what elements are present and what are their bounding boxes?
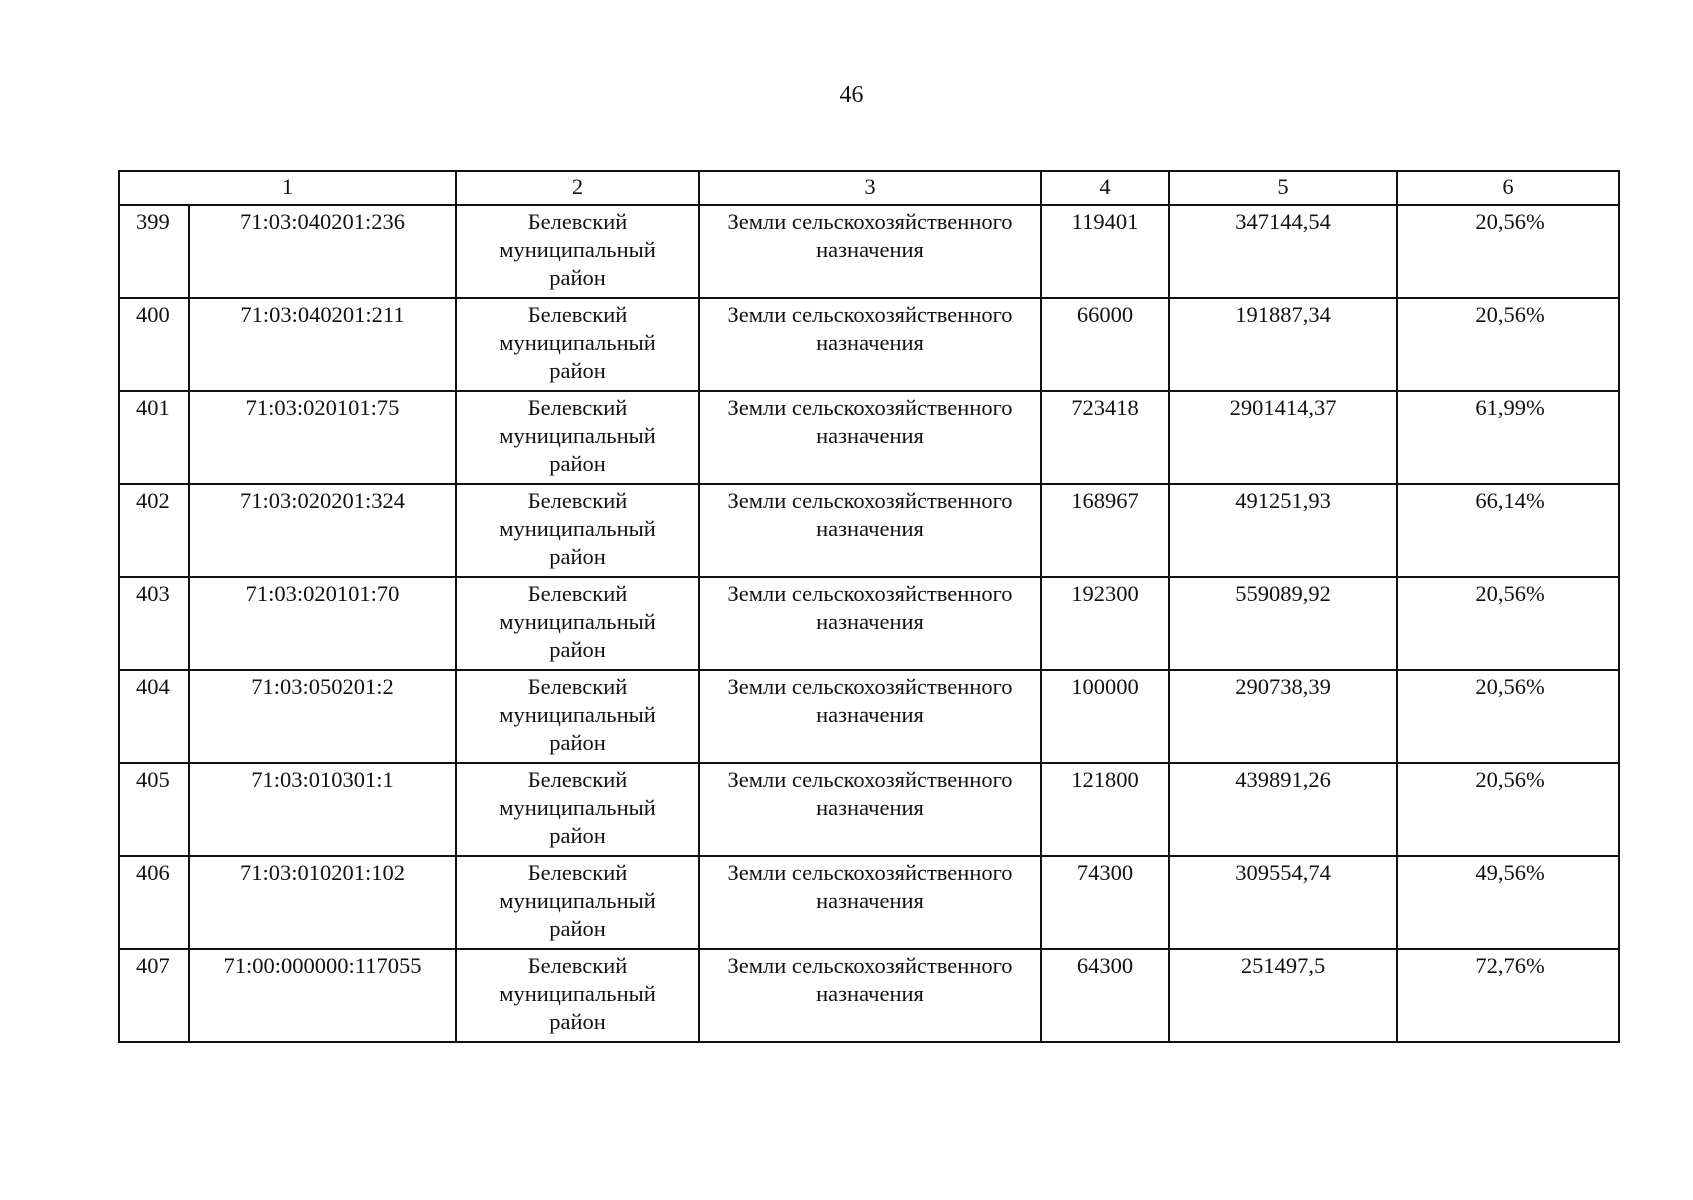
table-row xyxy=(119,298,1619,391)
percent-cell: 66,14% xyxy=(1397,484,1619,577)
row-number-cell: 402 xyxy=(119,484,189,577)
table-row xyxy=(119,949,1619,1042)
district-cell-line: район xyxy=(549,1009,606,1034)
cadastral-number-cell: 71:03:020201:324 xyxy=(189,484,456,577)
header-col-3: 3 xyxy=(699,171,1041,205)
land-category-cell-line: назначения xyxy=(816,795,924,820)
land-category-cell-line: назначения xyxy=(816,702,924,727)
header-row xyxy=(119,171,1619,205)
district-cell-line: район xyxy=(549,451,606,476)
district-cell-line: Белевский xyxy=(527,209,628,234)
land-category-cell xyxy=(699,949,1041,1042)
district-cell-line: муниципальный xyxy=(499,330,656,355)
land-category-cell-line: Земли сельскохозяйственного xyxy=(727,674,1013,699)
cadastral-value-cell: 559089,92 xyxy=(1169,577,1397,670)
district-cell-line: район xyxy=(549,823,606,848)
table-row xyxy=(119,205,1619,298)
district-cell xyxy=(456,856,699,949)
cadastral-number-cell: 71:03:010201:102 xyxy=(189,856,456,949)
percent-cell: 61,99% xyxy=(1397,391,1619,484)
district-cell-line: муниципальный xyxy=(499,888,656,913)
row-number-cell: 399 xyxy=(119,205,189,298)
district-cell-line: район xyxy=(549,916,606,941)
district-cell-line: Белевский xyxy=(527,302,628,327)
row-number-cell: 400 xyxy=(119,298,189,391)
percent-cell: 49,56% xyxy=(1397,856,1619,949)
header-col-1: 1 xyxy=(119,171,456,205)
land-category-cell xyxy=(699,391,1041,484)
percent-cell: 20,56% xyxy=(1397,577,1619,670)
land-category-cell-line: назначения xyxy=(816,609,924,634)
land-category-cell-line: Земли сельскохозяйственного xyxy=(727,860,1013,885)
table-row xyxy=(119,391,1619,484)
cadastral-number-cell: 71:03:020101:75 xyxy=(189,391,456,484)
land-category-cell xyxy=(699,763,1041,856)
land-category-cell-line: Земли сельскохозяйственного xyxy=(727,581,1013,606)
area-cell: 121800 xyxy=(1041,763,1169,856)
district-cell-line: Белевский xyxy=(527,953,628,978)
cadastral-number-cell: 71:03:040201:211 xyxy=(189,298,456,391)
area-cell: 64300 xyxy=(1041,949,1169,1042)
header-col-6: 6 xyxy=(1397,171,1619,205)
land-category-cell-line: назначения xyxy=(816,237,924,262)
district-cell-line: Белевский xyxy=(527,860,628,885)
row-number-cell: 406 xyxy=(119,856,189,949)
header-col-2: 2 xyxy=(456,171,699,205)
district-cell-line: Белевский xyxy=(527,767,628,792)
area-cell: 192300 xyxy=(1041,577,1169,670)
cadastral-number-cell: 71:03:040201:236 xyxy=(189,205,456,298)
land-category-cell xyxy=(699,670,1041,763)
district-cell-line: район xyxy=(549,637,606,662)
district-cell-line: муниципальный xyxy=(499,702,656,727)
district-cell-line: Белевский xyxy=(527,674,628,699)
land-category-cell xyxy=(699,484,1041,577)
land-category-cell-line: назначения xyxy=(816,888,924,913)
district-cell-line: муниципальный xyxy=(499,795,656,820)
table-body xyxy=(119,205,1619,1042)
land-category-cell-line: Земли сельскохозяйственного xyxy=(727,395,1013,420)
percent-cell: 20,56% xyxy=(1397,205,1619,298)
cadastral-value-cell: 2901414,37 xyxy=(1169,391,1397,484)
area-cell: 723418 xyxy=(1041,391,1169,484)
land-category-cell-line: Земли сельскохозяйственного xyxy=(727,488,1013,513)
cadastral-value-cell: 439891,26 xyxy=(1169,763,1397,856)
land-category-cell xyxy=(699,298,1041,391)
table-row xyxy=(119,856,1619,949)
percent-cell: 20,56% xyxy=(1397,298,1619,391)
area-cell: 100000 xyxy=(1041,670,1169,763)
district-cell-line: Белевский xyxy=(527,581,628,606)
header-col-4: 4 xyxy=(1041,171,1169,205)
land-category-cell-line: назначения xyxy=(816,330,924,355)
district-cell-line: Белевский xyxy=(527,395,628,420)
header-col-5: 5 xyxy=(1169,171,1397,205)
cadastral-number-cell: 71:03:020101:70 xyxy=(189,577,456,670)
district-cell xyxy=(456,484,699,577)
cadastral-value-cell: 309554,74 xyxy=(1169,856,1397,949)
table-row xyxy=(119,484,1619,577)
district-cell-line: район xyxy=(549,544,606,569)
table-row xyxy=(119,577,1619,670)
page-number: 46 xyxy=(839,82,864,108)
percent-cell: 20,56% xyxy=(1397,763,1619,856)
land-category-cell-line: назначения xyxy=(816,516,924,541)
area-cell: 74300 xyxy=(1041,856,1169,949)
district-cell xyxy=(456,205,699,298)
cadastral-value-cell: 347144,54 xyxy=(1169,205,1397,298)
cadastral-value-cell: 491251,93 xyxy=(1169,484,1397,577)
cadastral-value-cell: 251497,5 xyxy=(1169,949,1397,1042)
land-category-cell-line: назначения xyxy=(816,423,924,448)
district-cell-line: Белевский xyxy=(527,488,628,513)
table-row xyxy=(119,670,1619,763)
district-cell-line: муниципальный xyxy=(499,609,656,634)
row-number-cell: 401 xyxy=(119,391,189,484)
land-category-cell-line: Земли сельскохозяйственного xyxy=(727,767,1013,792)
table-row xyxy=(119,763,1619,856)
cadastral-number-cell: 71:03:010301:1 xyxy=(189,763,456,856)
district-cell xyxy=(456,949,699,1042)
land-category-cell-line: Земли сельскохозяйственного xyxy=(727,209,1013,234)
cadastral-value-cell: 290738,39 xyxy=(1169,670,1397,763)
district-cell-line: муниципальный xyxy=(499,516,656,541)
district-cell-line: район xyxy=(549,265,606,290)
district-cell-line: район xyxy=(549,358,606,383)
row-number-cell: 403 xyxy=(119,577,189,670)
land-category-cell xyxy=(699,856,1041,949)
land-category-cell-line: назначения xyxy=(816,981,924,1006)
cadastral-number-cell: 71:03:050201:2 xyxy=(189,670,456,763)
cadastral-number-cell: 71:00:000000:117055 xyxy=(189,949,456,1042)
land-plots-table xyxy=(118,170,1620,1043)
district-cell xyxy=(456,670,699,763)
district-cell xyxy=(456,577,699,670)
cadastral-value-cell: 191887,34 xyxy=(1169,298,1397,391)
percent-cell: 20,56% xyxy=(1397,670,1619,763)
district-cell-line: муниципальный xyxy=(499,423,656,448)
district-cell xyxy=(456,391,699,484)
percent-cell: 72,76% xyxy=(1397,949,1619,1042)
district-cell-line: муниципальный xyxy=(499,237,656,262)
land-category-cell xyxy=(699,577,1041,670)
table-header xyxy=(119,171,1619,205)
area-cell: 168967 xyxy=(1041,484,1169,577)
district-cell xyxy=(456,298,699,391)
district-cell xyxy=(456,763,699,856)
land-category-cell-line: Земли сельскохозяйственного xyxy=(727,302,1013,327)
district-cell-line: муниципальный xyxy=(499,981,656,1006)
area-cell: 119401 xyxy=(1041,205,1169,298)
land-category-cell xyxy=(699,205,1041,298)
district-cell-line: район xyxy=(549,730,606,755)
land-category-cell-line: Земли сельскохозяйственного xyxy=(727,953,1013,978)
row-number-cell: 404 xyxy=(119,670,189,763)
row-number-cell: 407 xyxy=(119,949,189,1042)
area-cell: 66000 xyxy=(1041,298,1169,391)
row-number-cell: 405 xyxy=(119,763,189,856)
